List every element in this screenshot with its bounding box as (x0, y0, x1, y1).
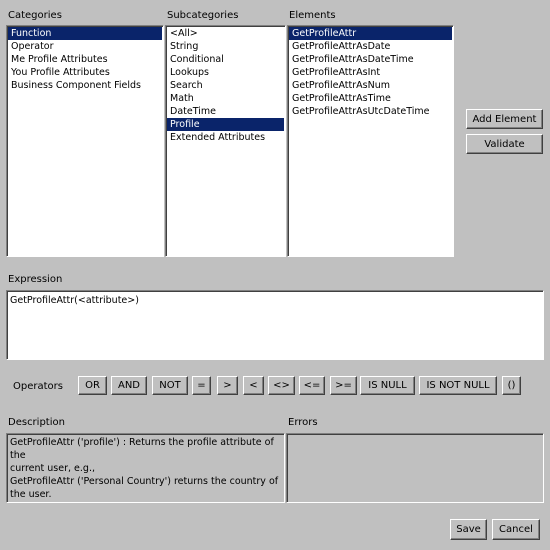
operator-greater-equal-button[interactable]: >= (330, 376, 357, 395)
operator-and-button[interactable]: AND (111, 376, 147, 395)
description-line: GetProfileAttr ('profile') : Returns the profile attribute of the (10, 437, 274, 461)
operator-not-button[interactable]: NOT (152, 376, 188, 395)
operator-is-not-null-button[interactable]: IS NOT NULL (419, 376, 497, 395)
subcategory-item[interactable]: Lookups (170, 67, 209, 78)
element-item[interactable]: GetProfileAttrAsDateTime (292, 54, 414, 65)
description-box (6, 433, 285, 503)
cancel-button[interactable]: Cancel (492, 519, 540, 540)
add-element-button[interactable]: Add Element (466, 109, 543, 129)
category-item[interactable]: Operator (11, 41, 54, 52)
errors-box (286, 433, 544, 503)
element-item[interactable]: GetProfileAttr (289, 27, 452, 40)
operator-less-button[interactable]: < (243, 376, 264, 395)
expression-input[interactable]: GetProfileAttr(<attribute>) (6, 290, 544, 360)
description-label: Description (8, 417, 65, 428)
subcategory-item[interactable]: DateTime (170, 106, 216, 117)
operator-greater-button[interactable]: > (217, 376, 238, 395)
element-item[interactable]: GetProfileAttrAsTime (292, 93, 391, 104)
operators-label: Operators (13, 381, 63, 392)
errors-label: Errors (288, 417, 318, 428)
element-item[interactable]: GetProfileAttrAsUtcDateTime (292, 106, 430, 117)
categories-list[interactable] (6, 25, 164, 257)
operator-parentheses-button[interactable]: () (502, 376, 521, 395)
categories-label: Categories (8, 10, 62, 21)
subcategories-list[interactable] (165, 25, 286, 257)
description-line: current user, e.g., (10, 463, 95, 474)
operator-less-equal-button[interactable]: <= (299, 376, 325, 395)
operator-or-button[interactable]: OR (78, 376, 107, 395)
category-item[interactable]: Me Profile Attributes (11, 54, 108, 65)
description-line: GetProfileAttr ('Personal Country') returns the country of (10, 476, 279, 487)
operator-equals-button[interactable]: = (192, 376, 211, 395)
elements-list[interactable] (287, 25, 454, 257)
validate-button[interactable]: Validate (466, 134, 543, 154)
save-button[interactable]: Save (450, 519, 487, 540)
element-item[interactable]: GetProfileAttrAsInt (292, 67, 381, 78)
category-item[interactable]: You Profile Attributes (11, 67, 110, 78)
subcategory-item[interactable]: Conditional (170, 54, 224, 65)
elements-label: Elements (289, 10, 336, 21)
subcategory-item[interactable]: <All> (170, 28, 198, 39)
subcategory-item[interactable]: Profile (167, 118, 284, 131)
subcategory-item[interactable]: Math (170, 93, 194, 104)
subcategory-item[interactable]: Search (170, 80, 203, 91)
subcategory-item[interactable]: Extended Attributes (170, 132, 266, 143)
element-item[interactable]: GetProfileAttrAsNum (292, 80, 390, 91)
operator-not-equal-button[interactable]: <> (268, 376, 295, 395)
expression-label: Expression (8, 274, 63, 285)
subcategory-item[interactable]: String (170, 41, 199, 52)
subcategories-label: Subcategories (167, 10, 239, 21)
element-item[interactable]: GetProfileAttrAsDate (292, 41, 391, 52)
operator-is-null-button[interactable]: IS NULL (360, 376, 415, 395)
category-item[interactable]: Business Component Fields (11, 80, 141, 91)
description-line: the user. (10, 489, 52, 500)
category-item[interactable]: Function (8, 27, 162, 40)
